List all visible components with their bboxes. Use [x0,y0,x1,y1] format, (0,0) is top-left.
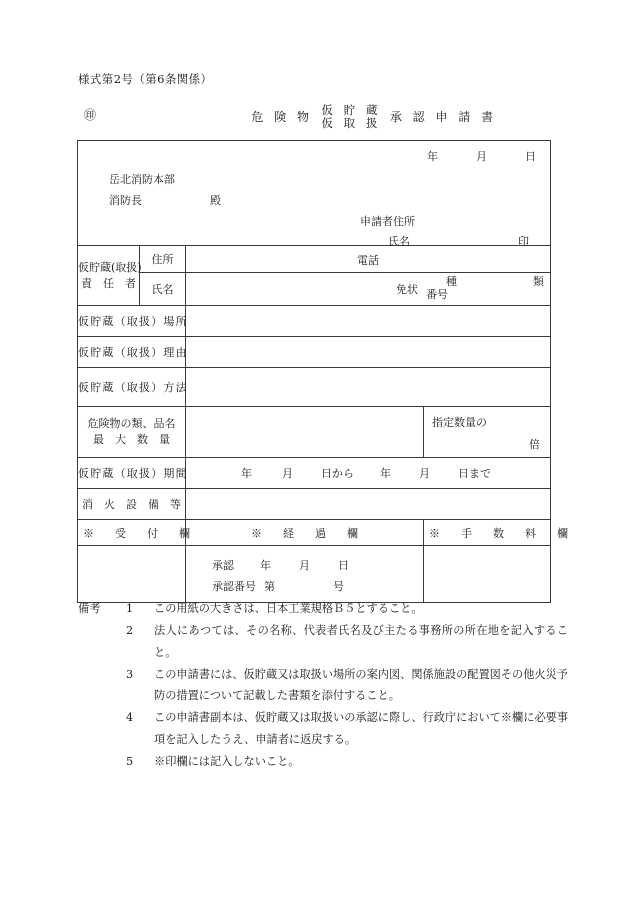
designated-quantity-field[interactable] [424,407,550,457]
designated-quantity-cell[interactable] [424,407,551,458]
process-column-header [186,520,424,546]
addressee-block [78,141,550,248]
method-label: 仮貯蔵（取扱）方法 [78,368,186,407]
addressee-honorific: 殿 [210,194,221,207]
multiplier-label: 倍 [529,438,540,451]
responsible-address-label: 住所 [140,246,186,273]
seal-circle-icon: ㊞ [84,108,97,122]
period-range [186,465,550,481]
date-year-label: 年 [427,150,438,163]
license-field[interactable] [186,273,550,305]
approval-number-go: 号 [333,580,344,593]
period-value-cell[interactable] [186,458,551,489]
table-row-method [78,368,551,407]
fee-column-header [424,520,573,546]
period-to-year: 年 [380,467,391,480]
title-word-hazardous: 危 険 物 [251,110,313,125]
approval-field[interactable] [186,546,423,602]
table-row-hazard [78,407,551,458]
note-text: 法人にあつては、その名称、代表者氏名及び主たる事務所の所在地を記入すること。 [154,623,568,659]
note-item [78,620,568,664]
title-stack [322,104,381,130]
responsible-person-label [78,246,140,306]
approval-year-label: 年 [260,559,271,572]
date-month-label: 月 [476,150,487,163]
form-number: 様式第2号（第6条関係） [78,72,213,86]
note-number: 2 [126,623,134,637]
fire-equipment-label: 消 火 設 備 等 [78,489,186,520]
table-row-responsible-address [78,246,551,273]
method-value[interactable] [186,368,551,407]
title-word-application: 承 認 申 請 書 [389,110,497,125]
note-item [78,664,568,708]
responsible-label-line1: 仮貯蔵(取扱) [78,260,142,274]
form-title-row [78,104,550,132]
table-row-header-block [78,141,551,246]
note-item [78,598,568,620]
place-label: 仮貯蔵（取扱）場所 [78,306,186,337]
applicant-seal-label: 印 [518,235,529,248]
form-title [198,104,550,130]
note-item [78,707,568,751]
license-detail-stack [424,275,544,301]
responsible-address-value-cell[interactable] [186,246,551,273]
period-to-month: 月 [419,467,430,480]
note-number: 5 [126,754,134,768]
license-type-label2: 類 [533,275,544,288]
approval-number-line [212,578,344,594]
note-number: 1 [126,602,134,615]
license-label: 免状 [396,283,418,296]
table-row-fire-equipment [78,489,551,520]
fee-column-label: ※ 手 数 料 欄 [429,526,573,540]
phone-field[interactable] [186,246,550,272]
process-column-label: ※ 経 過 欄 [251,526,363,540]
note-number: 4 [126,711,134,725]
table-row-official-values [78,546,551,603]
application-date [427,148,536,164]
approval-number-dai: 第 [264,580,275,593]
fee-column-value[interactable] [424,546,551,603]
notes-label: 備考 [78,602,101,615]
note-number: 3 [126,667,134,681]
period-label: 仮貯蔵（取扱）期間 [78,458,186,489]
table-row-reason [78,337,551,368]
approval-date-line [212,557,349,573]
table-row-period [78,458,551,489]
hazard-label-line1: 危険物の類、品名 [87,417,176,431]
reason-label: 仮貯蔵（取扱）理由 [78,337,186,368]
license-wrap [396,275,544,301]
receipt-column-label: ※ 受 付 欄 [83,526,195,540]
phone-label: 電話 [357,254,379,267]
license-type-label: 種 [446,275,457,288]
title-temp-storage: 仮 貯 蔵 [321,103,381,117]
application-table [77,140,573,603]
fire-equipment-value[interactable] [186,489,551,520]
period-from-day: 日から [321,467,354,480]
place-value[interactable] [186,306,551,337]
applicant-address-label: 申請者住所 [360,215,415,228]
addressee-department: 岳北消防本部 [109,173,175,186]
designated-quantity-label: 指定数量の [432,416,487,429]
approval-label: 承認 [212,559,234,572]
period-from-year: 年 [241,467,252,480]
receipt-column-header [78,520,195,546]
applicant-name-label: 氏名 [388,235,410,248]
date-day-label: 日 [525,150,536,163]
note-text: この申請書副本は、仮貯蔵又は取扱いの承認に際し、行政庁において※欄に必要事項を記入したうえ、申請者に返戻する。 [154,711,568,747]
note-text: ※印欄には記入しないこと。 [154,754,300,768]
responsible-name-label: 氏名 [140,273,186,306]
hazard-label [78,407,186,458]
process-column-value-cell[interactable] [186,546,424,603]
note-text: この申請書には、仮貯蔵又は取扱い場所の案内図、関係施設の配置図その他火災予防の措置について記載した書類を添付すること。 [154,667,568,703]
period-from-month: 月 [282,467,293,480]
period-to-day: 日まで [458,467,491,480]
responsible-name-value-cell[interactable] [186,273,551,306]
table-row-official-headers [78,520,551,546]
receipt-column-value[interactable] [78,546,186,603]
addressee-chief-label: 消防長 [109,194,142,207]
table-row-responsible-name [78,273,551,306]
approval-day-label: 日 [338,559,349,572]
license-type-line [424,275,544,288]
approval-number-label: 承認番号 [212,580,256,593]
hazard-value[interactable] [186,407,424,458]
hazard-label-line2: 最 大 数 量 [93,433,170,446]
responsible-label-line2: 責 任 者 [81,276,136,290]
approval-month-label: 月 [299,559,310,572]
note-item [78,751,568,773]
title-temp-handling: 仮 取 扱 [321,115,381,130]
table-row-place [78,306,551,337]
note-text: この用紙の大きさは、日本工業規格Ｂ５とすること。 [154,602,423,615]
addressee-chief-line [109,192,221,208]
notes-section [78,598,568,773]
license-number-label: 番号 [426,288,448,302]
reason-value[interactable] [186,337,551,368]
